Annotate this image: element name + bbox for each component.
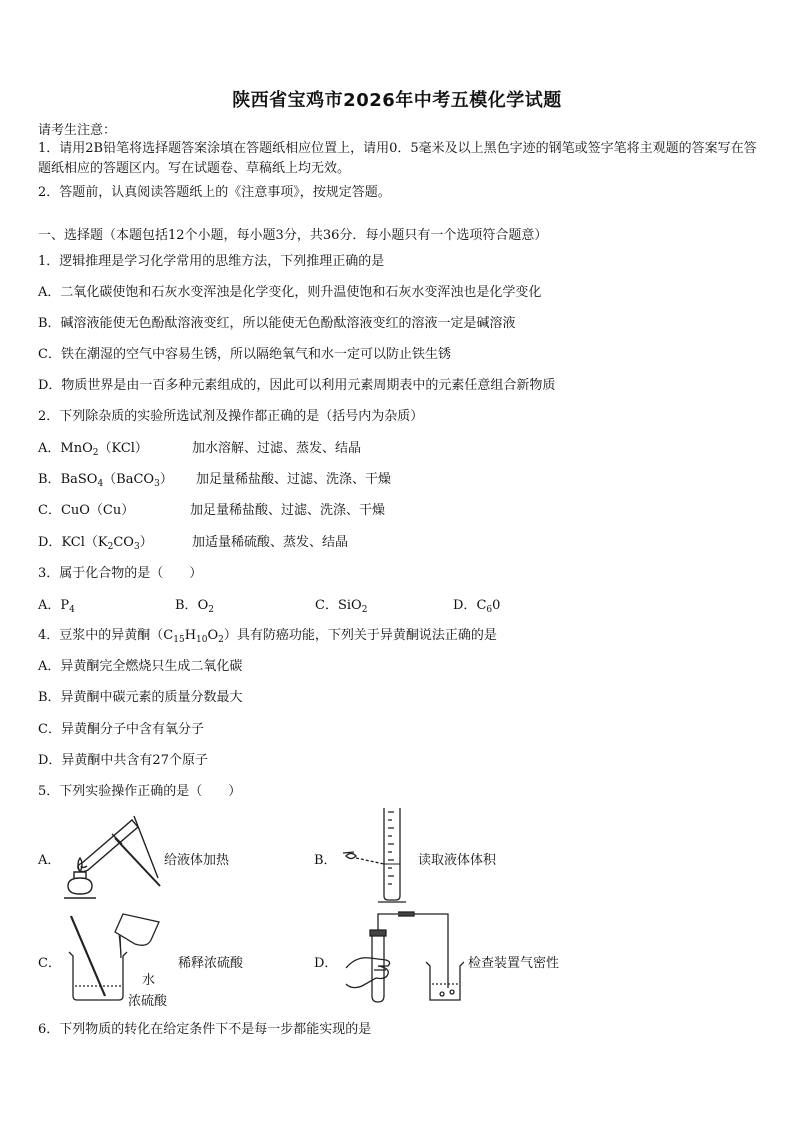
graduated-cylinder-illustration — [338, 806, 413, 906]
q2-option-b — [38, 468, 173, 489]
airtightness-check-illustration — [342, 910, 464, 1005]
q3-d-label: D． — [453, 598, 477, 613]
q5-d-label: D． — [314, 956, 338, 971]
q4-option-c: C．异黄酮分子中含有氧分子 — [38, 722, 204, 737]
q2-d-label: D． — [38, 535, 62, 550]
q2-option-d — [38, 531, 153, 552]
q2-b-method: 加足量稀盐酸、过滤、洗涤、干燥 — [196, 472, 392, 487]
q2-option-a — [38, 437, 148, 458]
q3-stem: 3．属于化合物的是（ ） — [38, 566, 203, 581]
q2-stem: 2．下列除杂质的实验所选试剂及操作都正确的是（括号内为杂质） — [38, 409, 424, 424]
q2-d-method: 加适量稀硫酸、蒸发、结晶 — [192, 535, 349, 550]
q4-stem-prefix: 4．豆浆中的异黄酮（ — [38, 628, 164, 643]
section-heading: 一、选择题（本题包括12个小题，每小题3分，共36分．每小题只有一个选项符合题意） — [38, 228, 548, 243]
q5-c-acid-label: 浓硫酸 — [128, 994, 168, 1009]
q2-option-c — [38, 499, 134, 518]
q3-a-label: A． — [38, 598, 61, 613]
q3-b-label: B． — [175, 598, 198, 613]
q5-d-caption: 检查装置气密性 — [468, 956, 560, 971]
q6-stem: 6．下列物质的转化在给定条件下不是每一步都能实现的是 — [38, 1022, 372, 1037]
q5-c-label: C． — [38, 956, 61, 971]
q1-option-a: A．二氧化碳使饱和石灰水变浑浊是化学变化，则升温使饱和石灰水变浑浊也是化学变化 — [38, 285, 542, 300]
q5-a-label: A． — [38, 853, 61, 868]
q2-c-substance: CuO（Cu） — [60, 503, 135, 518]
heating-liquid-illustration — [60, 808, 165, 903]
notice-item-2: 2．答题前，认真阅读答题纸上的《注意事项》，按规定答题。 — [38, 185, 391, 200]
q2-b-substance: BaSO$_4$（BaCO$_3$） — [60, 472, 173, 489]
q5-c-caption: 稀释浓硫酸 — [178, 956, 244, 971]
q2-a-substance: MnO$_2$（KCl） — [60, 441, 148, 458]
q4-stem — [38, 624, 497, 645]
q5-b-label: B． — [314, 853, 337, 868]
q3-option-c: C．SiO$_2$ — [315, 598, 368, 615]
q5-stem: 5．下列实验操作正确的是（ ） — [38, 784, 242, 799]
q3-c-label: C． — [315, 598, 338, 613]
q4-option-a: A．异黄酮完全燃烧只生成二氧化碳 — [38, 659, 243, 674]
q4-option-d: D．异黄酮中共含有27个原子 — [38, 753, 208, 768]
q5-c-water-label: 水 — [142, 973, 156, 988]
q3-option-b: B．$O_2$ — [175, 598, 214, 615]
q4-formula: $C_{15}H_{10}O_2$ — [163, 628, 224, 645]
q4-stem-suffix: ）具有防癌功能，下列关于异黄酮说法正确的是 — [223, 628, 497, 643]
q2-b-label: B． — [38, 472, 61, 487]
q1-option-b: B．碱溶液能使无色酚酞溶液变红，所以能使无色酚酞溶液变红的溶液一定是碱溶液 — [38, 316, 516, 331]
q2-a-label: A． — [38, 441, 61, 456]
q2-c-method: 加足量稀盐酸、过滤、洗涤、干燥 — [190, 503, 386, 518]
q1-stem: 1．逻辑推理是学习化学常用的思维方法，下列推理正确的是 — [38, 254, 385, 269]
q2-a-method: 加水溶解、过滤、蒸发、结晶 — [192, 441, 362, 456]
q1-option-c: C．铁在潮湿的空气中容易生锈，所以隔绝氧气和水一定可以防止铁生锈 — [38, 347, 451, 362]
q2-c-label: C． — [38, 503, 61, 518]
q1-option-d: D．物质世界是由一百多种元素组成的，因此可以利用元素周期表中的元素任意组合新物质 — [38, 378, 556, 393]
q4-option-b: B．异黄酮中碳元素的质量分数最大 — [38, 690, 243, 705]
q5-a-caption: 给液体加热 — [164, 853, 230, 868]
q2-d-substance: $KCl(K_2CO_3)$ — [61, 535, 153, 552]
notice-heading: 请考生注意： — [38, 123, 117, 138]
q3-option-d: D．$C_60$ — [453, 598, 501, 615]
page-title: 陕西省宝鸡市2026年中考五模化学试题 — [232, 90, 562, 111]
q3-option-a: A．$P_4$ — [38, 598, 75, 615]
notice-item-1: 1．请用2B铅笔将选择题答案涂填在答题纸相应位置上，请用0．5毫米及以上黑色字迹的钢笔或签字笔将主观题的答案写在答题纸相应的答题区内。写在试题卷、草稿纸上均无效。 — [38, 141, 757, 176]
q5-b-caption: 读取液体体积 — [418, 853, 497, 868]
